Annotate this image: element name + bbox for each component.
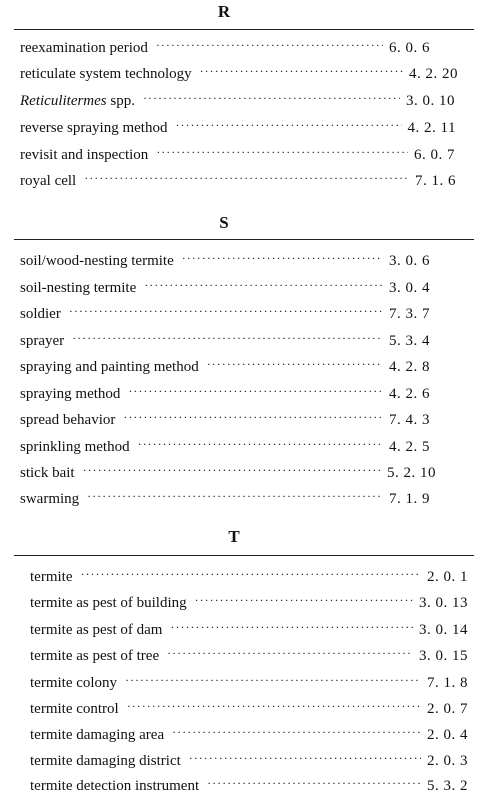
entry-ref: 2. 0. 4 bbox=[427, 727, 468, 743]
entry-term: termite as pest of dam bbox=[30, 622, 163, 638]
entry-ref: 7. 1. 8 bbox=[427, 675, 468, 691]
dot-leader bbox=[80, 561, 421, 587]
dot-leader bbox=[123, 404, 383, 430]
entry-term: soldier bbox=[20, 306, 61, 322]
entry-ref: 2. 0. 3 bbox=[427, 753, 468, 769]
index-entry bbox=[30, 643, 468, 669]
entry-ref: 4. 2. 8 bbox=[389, 359, 430, 375]
entry-term: sprinkling method bbox=[20, 439, 130, 455]
entry-ref: 4. 2. 11 bbox=[407, 120, 456, 136]
entry-term: termite as pest of tree bbox=[30, 648, 160, 664]
section-heading-t: T bbox=[228, 527, 240, 546]
section-heading-s: S bbox=[219, 213, 229, 232]
index-entry bbox=[20, 301, 430, 327]
entry-term bbox=[20, 88, 135, 114]
dot-leader bbox=[156, 139, 408, 165]
dot-leader bbox=[125, 667, 421, 693]
index-entry bbox=[20, 407, 430, 433]
entry-term: spraying and painting method bbox=[20, 359, 199, 375]
entry-term: termite detection instrument bbox=[30, 778, 200, 794]
dot-leader bbox=[207, 351, 383, 377]
dot-leader bbox=[128, 378, 383, 404]
entry-ref: 3. 0. 15 bbox=[419, 648, 468, 664]
entry-ref: 4. 2. 6 bbox=[389, 386, 430, 402]
entry-term: revisit and inspection bbox=[20, 147, 149, 163]
dot-leader bbox=[72, 325, 383, 351]
dot-leader bbox=[207, 770, 421, 796]
entry-ref: 4. 2. 5 bbox=[389, 439, 430, 455]
dot-leader bbox=[69, 298, 383, 324]
entry-ref: 7. 4. 3 bbox=[389, 412, 430, 428]
dot-leader bbox=[144, 272, 383, 298]
dot-leader bbox=[83, 457, 381, 483]
index-entry bbox=[20, 354, 430, 380]
dot-leader bbox=[143, 85, 400, 111]
entry-term-italic: Reticulitermes bbox=[20, 93, 107, 109]
entry-term: soil/wood-nesting termite bbox=[20, 253, 174, 269]
section-rule-t bbox=[14, 555, 474, 556]
entry-term: termite damaging area bbox=[30, 727, 165, 743]
entry-term: royal cell bbox=[20, 173, 77, 189]
index-entry bbox=[20, 248, 430, 274]
entry-ref: 5. 3. 4 bbox=[389, 333, 430, 349]
entry-ref: 3. 0. 14 bbox=[419, 622, 468, 638]
dot-leader bbox=[156, 32, 383, 58]
entry-term: reexamination period bbox=[20, 40, 148, 56]
entry-term: reverse spraying method bbox=[20, 120, 168, 136]
entry-ref: 5. 3. 2 bbox=[427, 778, 468, 794]
dot-leader bbox=[170, 614, 413, 640]
section-rule-r bbox=[14, 29, 474, 30]
entry-term: termite bbox=[30, 569, 73, 585]
entry-term: spread behavior bbox=[20, 412, 116, 428]
entry-ref: 5. 2. 10 bbox=[387, 465, 436, 481]
dot-leader bbox=[127, 693, 421, 719]
dot-leader bbox=[138, 431, 383, 457]
entry-term: swarming bbox=[20, 491, 80, 507]
entry-ref: 3. 0. 10 bbox=[406, 93, 455, 109]
entry-ref: 3. 0. 4 bbox=[389, 280, 430, 296]
dot-leader bbox=[200, 58, 403, 84]
dot-leader bbox=[167, 640, 413, 666]
index-entry bbox=[30, 773, 468, 799]
dot-leader bbox=[189, 745, 421, 771]
entry-term: sprayer bbox=[20, 333, 65, 349]
entry-term: termite control bbox=[30, 701, 119, 717]
index-entry bbox=[20, 61, 458, 87]
index-entry bbox=[30, 590, 468, 616]
entry-ref: 3. 0. 13 bbox=[419, 595, 468, 611]
entry-ref: 6. 0. 6 bbox=[389, 40, 430, 56]
index-entry bbox=[20, 88, 455, 114]
index-entry bbox=[20, 486, 430, 512]
entry-term: stick bait bbox=[20, 465, 75, 481]
entry-ref: 4. 2. 20 bbox=[409, 66, 458, 82]
section-rule-s bbox=[14, 239, 474, 240]
dot-leader bbox=[182, 245, 383, 271]
entry-ref: 7. 3. 7 bbox=[389, 306, 430, 322]
entry-term: soil-nesting termite bbox=[20, 280, 137, 296]
dot-leader bbox=[195, 587, 413, 613]
entry-term-rest: spp. bbox=[106, 93, 135, 109]
entry-term: termite colony bbox=[30, 675, 118, 691]
entry-term: spraying method bbox=[20, 386, 121, 402]
entry-term: reticulate system technology bbox=[20, 66, 192, 82]
index-entry bbox=[20, 115, 456, 141]
dot-leader bbox=[172, 719, 421, 745]
entry-ref: 7. 1. 6 bbox=[415, 173, 456, 189]
entry-ref: 7. 1. 9 bbox=[389, 491, 430, 507]
entry-ref: 6. 0. 7 bbox=[414, 147, 455, 163]
entry-ref: 3. 0. 6 bbox=[389, 253, 430, 269]
dot-leader bbox=[87, 483, 383, 509]
section-heading-r: R bbox=[217, 2, 231, 21]
entry-ref: 2. 0. 1 bbox=[427, 569, 468, 585]
entry-ref: 2. 0. 7 bbox=[427, 701, 468, 717]
index-entry bbox=[20, 168, 456, 194]
entry-term: termite as pest of building bbox=[30, 595, 187, 611]
entry-term: termite damaging district bbox=[30, 753, 181, 769]
dot-leader bbox=[84, 165, 409, 191]
dot-leader bbox=[175, 112, 401, 138]
